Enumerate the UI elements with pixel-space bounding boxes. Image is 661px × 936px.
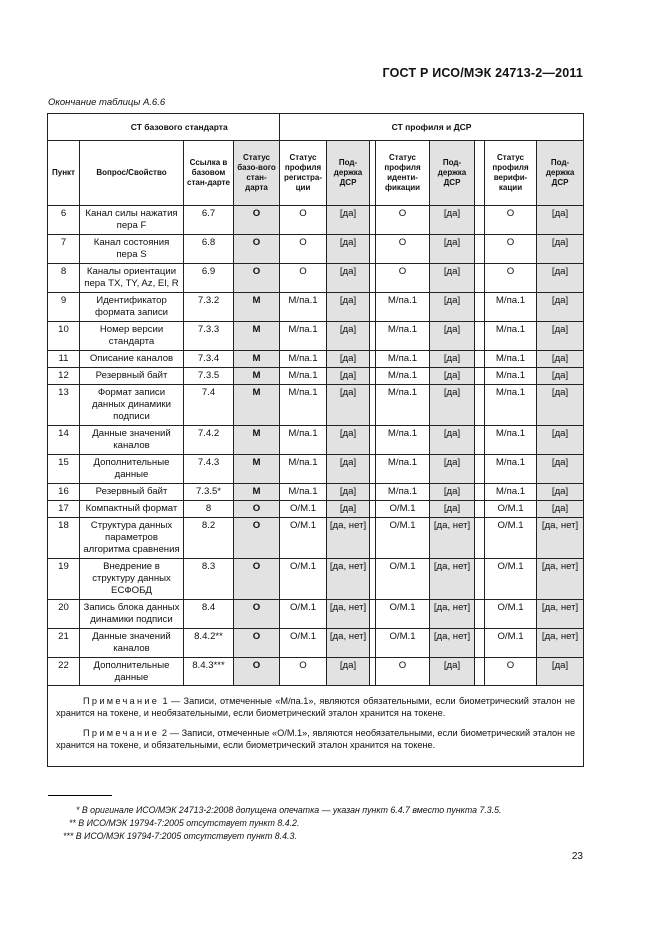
row-number: 22 (48, 657, 80, 686)
table-row (48, 500, 584, 517)
row-prof-dsr: [да] (327, 234, 370, 263)
row-question: Дополнительные данные (80, 657, 184, 686)
row-ident-status: O/M.1 (376, 628, 430, 657)
row-number: 8 (48, 263, 80, 292)
row-ident-status: O/M.1 (376, 599, 430, 628)
row-verif-dsr: [да] (537, 454, 584, 483)
row-ident-dsr: [да] (430, 384, 475, 425)
row-base-status: O (234, 657, 280, 686)
row-prof-status: O/M.1 (280, 558, 327, 599)
row-ident-status: O/M.1 (376, 558, 430, 599)
column-separator (475, 141, 485, 206)
column-separator (475, 628, 485, 657)
row-number: 7 (48, 234, 80, 263)
row-verif-status: M/па.1 (485, 321, 537, 350)
header-left-spacer (48, 114, 80, 141)
table-row (48, 483, 584, 500)
row-number: 10 (48, 321, 80, 350)
row-question: Данные значений каналов (80, 425, 184, 454)
column-separator (475, 263, 485, 292)
column-separator (475, 558, 485, 599)
row-prof-status: O/M.1 (280, 599, 327, 628)
row-verif-dsr: [да] (537, 483, 584, 500)
table-row (48, 206, 584, 235)
row-ident-dsr: [да] (430, 500, 475, 517)
row-ref: 8.4.2** (184, 628, 234, 657)
column-separator (475, 367, 485, 384)
row-prof-status: M/па.1 (280, 321, 327, 350)
table-row (48, 454, 584, 483)
row-ident-status: O (376, 263, 430, 292)
row-ident-dsr: [да] (430, 350, 475, 367)
row-number: 12 (48, 367, 80, 384)
row-ident-dsr: [да, нет] (430, 628, 475, 657)
table-row (48, 425, 584, 454)
table-row (48, 263, 584, 292)
row-verif-status: M/па.1 (485, 483, 537, 500)
row-base-status: O (234, 263, 280, 292)
row-verif-status: O/M.1 (485, 628, 537, 657)
row-verif-dsr: [да] (537, 350, 584, 367)
row-prof-status: M/па.1 (280, 483, 327, 500)
row-prof-dsr: [да] (327, 321, 370, 350)
row-ident-status: M/па.1 (376, 350, 430, 367)
col-header-ident-dsr: Под-держка ДСР (430, 141, 475, 206)
row-ref: 7.3.2 (184, 292, 234, 321)
row-question: Запись блока данных динамики подписи (80, 599, 184, 628)
row-number: 15 (48, 454, 80, 483)
column-separator (475, 500, 485, 517)
row-base-status: O (234, 558, 280, 599)
row-prof-dsr: [да] (327, 483, 370, 500)
row-base-status: M (234, 292, 280, 321)
row-base-status: M (234, 350, 280, 367)
table-row (48, 657, 584, 686)
row-prof-dsr: [да] (327, 384, 370, 425)
row-ident-dsr: [да] (430, 425, 475, 454)
row-ref: 7.4 (184, 384, 234, 425)
row-question: Канал состояния пера S (80, 234, 184, 263)
row-base-status: M (234, 384, 280, 425)
row-verif-dsr: [да] (537, 206, 584, 235)
row-prof-dsr: [да, нет] (327, 599, 370, 628)
row-prof-status: M/па.1 (280, 367, 327, 384)
row-ident-status: O (376, 234, 430, 263)
col-header-ref: Ссылка в базовом стан-дарте (184, 141, 234, 206)
row-number: 11 (48, 350, 80, 367)
row-prof-dsr: [да] (327, 263, 370, 292)
row-question: Канал силы нажатия пера F (80, 206, 184, 235)
row-prof-dsr: [да] (327, 425, 370, 454)
row-verif-status: O (485, 234, 537, 263)
row-ref: 7.3.3 (184, 321, 234, 350)
row-ident-status: M/па.1 (376, 292, 430, 321)
row-question: Каналы ориентации пера TX, TY, Az, El, R (80, 263, 184, 292)
row-prof-dsr: [да, нет] (327, 517, 370, 558)
row-prof-dsr: [да] (327, 350, 370, 367)
row-verif-dsr: [да, нет] (537, 599, 584, 628)
row-number: 13 (48, 384, 80, 425)
row-base-status: O (234, 517, 280, 558)
row-prof-status: M/па.1 (280, 384, 327, 425)
row-verif-status: O/M.1 (485, 517, 537, 558)
column-separator (475, 425, 485, 454)
row-verif-dsr: [да] (537, 384, 584, 425)
row-ident-status: M/па.1 (376, 384, 430, 425)
row-ident-dsr: [да] (430, 321, 475, 350)
row-base-status: O (234, 206, 280, 235)
row-prof-dsr: [да] (327, 657, 370, 686)
table-caption: Окончание таблицы А.6.6 (48, 97, 166, 108)
row-question: Идентификатор формата записи (80, 292, 184, 321)
row-ident-status: M/па.1 (376, 367, 430, 384)
note-2-label: Примечание (83, 728, 160, 739)
row-verif-status: M/па.1 (485, 384, 537, 425)
row-verif-dsr: [да] (537, 425, 584, 454)
row-ref: 6.7 (184, 206, 234, 235)
row-prof-status: M/па.1 (280, 454, 327, 483)
row-verif-status: M/па.1 (485, 292, 537, 321)
row-ident-status: M/па.1 (376, 425, 430, 454)
row-base-status: M (234, 321, 280, 350)
column-separator (475, 321, 485, 350)
row-prof-dsr: [да] (327, 500, 370, 517)
row-ident-dsr: [да] (430, 234, 475, 263)
row-prof-status: M/па.1 (280, 350, 327, 367)
table-row (48, 384, 584, 425)
row-ident-dsr: [да] (430, 292, 475, 321)
row-ident-dsr: [да] (430, 483, 475, 500)
row-verif-dsr: [да] (537, 292, 584, 321)
row-base-status: O (234, 628, 280, 657)
row-ident-dsr: [да, нет] (430, 558, 475, 599)
footnote-2: ** В ИСО/МЭК 19794-7:2005 отсутствует пункт 8.4.2. (69, 818, 300, 828)
row-verif-status: M/па.1 (485, 350, 537, 367)
row-ident-status: M/па.1 (376, 321, 430, 350)
row-ref: 7.3.5* (184, 483, 234, 500)
row-ref: 7.4.2 (184, 425, 234, 454)
row-ident-dsr: [да] (430, 367, 475, 384)
row-verif-dsr: [да, нет] (537, 628, 584, 657)
page-number: 23 (571, 851, 583, 862)
col-header-status: Статус базо-вого стан-дарта (234, 141, 280, 206)
row-verif-status: M/па.1 (485, 367, 537, 384)
row-number: 20 (48, 599, 80, 628)
row-question: Резервный байт (80, 367, 184, 384)
row-prof-dsr: [да, нет] (327, 558, 370, 599)
table-row (48, 321, 584, 350)
row-verif-dsr: [да, нет] (537, 517, 584, 558)
column-separator (475, 384, 485, 425)
col-header-num: Пункт (48, 141, 80, 206)
row-prof-status: O/M.1 (280, 628, 327, 657)
row-base-status: M (234, 425, 280, 454)
table-row (48, 628, 584, 657)
row-question: Описание каналов (80, 350, 184, 367)
row-question: Дополнительные данные (80, 454, 184, 483)
row-verif-status: M/па.1 (485, 425, 537, 454)
footnote-1: * В оригинале ИСО/МЭК 24713-2:2008 допущена опечатка — указан пункт 6.4.7 вместо пункта 7.3.5. (76, 805, 502, 815)
column-separator (475, 483, 485, 500)
row-number: 19 (48, 558, 80, 599)
row-ident-dsr: [да, нет] (430, 517, 475, 558)
note-1-text: 1 — Записи, отмеченные «M/па.1», являются обязательными, если биометрический эталон не хранится на токене, и необязательными, если биометрический эталон хранится на токене. (56, 696, 576, 718)
row-question: Номер версии стандарта (80, 321, 184, 350)
row-number: 17 (48, 500, 80, 517)
column-separator (475, 234, 485, 263)
row-base-status: M (234, 483, 280, 500)
row-prof-dsr: [да, нет] (327, 628, 370, 657)
table-row (48, 350, 584, 367)
table-row (48, 558, 584, 599)
row-ref: 7.4.3 (184, 454, 234, 483)
row-verif-status: O (485, 263, 537, 292)
column-separator (475, 206, 485, 235)
row-ref: 8.3 (184, 558, 234, 599)
note-1-label: Примечание (83, 696, 160, 707)
row-prof-status: M/па.1 (280, 292, 327, 321)
row-prof-status: O (280, 263, 327, 292)
row-prof-dsr: [да] (327, 367, 370, 384)
row-ident-status: O/M.1 (376, 500, 430, 517)
row-ident-dsr: [да] (430, 263, 475, 292)
row-ident-status: M/па.1 (376, 454, 430, 483)
table-notes (48, 686, 584, 767)
row-verif-dsr: [да] (537, 657, 584, 686)
row-prof-dsr: [да] (327, 206, 370, 235)
row-ref: 7.3.5 (184, 367, 234, 384)
col-header-verif-dsr: Под-держка ДСР (537, 141, 584, 206)
row-base-status: M (234, 454, 280, 483)
row-number: 18 (48, 517, 80, 558)
footnote-divider (48, 795, 112, 796)
row-ref: 8.4 (184, 599, 234, 628)
table-row (48, 517, 584, 558)
document-id: ГОСТ Р ИСО/МЭК 24713-2—2011 (382, 66, 583, 80)
row-ref: 7.3.4 (184, 350, 234, 367)
note-1 (56, 696, 575, 719)
row-base-status: M (234, 367, 280, 384)
note-2-text: 2 — Записи, отмеченные «O/M.1», являются необязательными, если биометрический эталон не хранится на токене, и обязательными, если биометрический эталон хранится на токене. (56, 728, 576, 750)
col-header-ident-status: Статус профиля иденти-фикации (376, 141, 430, 206)
row-ref: 8.2 (184, 517, 234, 558)
col-header-verif-status: Статус профиля верифи-кации (485, 141, 537, 206)
row-number: 9 (48, 292, 80, 321)
row-number: 21 (48, 628, 80, 657)
table-row (48, 367, 584, 384)
col-header-prof-dsr: Под-держка ДСР (327, 141, 370, 206)
row-ident-status: O (376, 206, 430, 235)
row-ident-dsr: [да] (430, 454, 475, 483)
row-base-status: O (234, 500, 280, 517)
row-verif-status: O (485, 206, 537, 235)
row-ident-dsr: [да] (430, 206, 475, 235)
row-ref: 8.4.3*** (184, 657, 234, 686)
row-question: Резервный байт (80, 483, 184, 500)
row-prof-dsr: [да] (327, 454, 370, 483)
row-question: Компактный формат (80, 500, 184, 517)
row-prof-status: O (280, 206, 327, 235)
row-ref: 8 (184, 500, 234, 517)
row-question: Формат записи данных динамики подписи (80, 384, 184, 425)
row-verif-dsr: [да] (537, 321, 584, 350)
row-ident-status: O/M.1 (376, 517, 430, 558)
row-ref: 6.9 (184, 263, 234, 292)
row-verif-dsr: [да, нет] (537, 558, 584, 599)
column-separator (475, 657, 485, 686)
note-2 (56, 728, 575, 751)
column-separator (475, 454, 485, 483)
col-header-prof-status: Статус профиля регистра-ции (280, 141, 327, 206)
column-separator (475, 517, 485, 558)
row-base-status: O (234, 599, 280, 628)
row-verif-dsr: [да] (537, 500, 584, 517)
row-number: 6 (48, 206, 80, 235)
row-ident-status: M/па.1 (376, 483, 430, 500)
row-prof-status: O/M.1 (280, 500, 327, 517)
row-verif-status: O/M.1 (485, 599, 537, 628)
row-question: Внедрение в структуру данных ЕСФОБД (80, 558, 184, 599)
row-prof-status: O (280, 234, 327, 263)
row-prof-status: O/M.1 (280, 517, 327, 558)
row-ident-status: O (376, 657, 430, 686)
row-ref: 6.8 (184, 234, 234, 263)
row-verif-status: O (485, 657, 537, 686)
row-prof-status: M/па.1 (280, 425, 327, 454)
row-prof-dsr: [да] (327, 292, 370, 321)
row-ident-dsr: [да] (430, 657, 475, 686)
row-verif-dsr: [да] (537, 234, 584, 263)
group-header-profile: СТ профиля и ДСР (280, 114, 584, 141)
row-verif-status: O/M.1 (485, 558, 537, 599)
row-verif-status: O/M.1 (485, 500, 537, 517)
row-verif-dsr: [да] (537, 367, 584, 384)
column-separator (475, 292, 485, 321)
row-number: 14 (48, 425, 80, 454)
row-verif-dsr: [да] (537, 263, 584, 292)
table-row (48, 292, 584, 321)
row-question: Структура данных параметров алгоритма сравнения (80, 517, 184, 558)
footnote-3: *** В ИСО/МЭК 19794-7:2005 отсутствует пункт 8.4.3. (63, 831, 297, 841)
row-question: Данные значений каналов (80, 628, 184, 657)
column-separator (475, 350, 485, 367)
group-header-base: СТ базового стандарта (80, 114, 280, 141)
table-row (48, 599, 584, 628)
column-separator (475, 599, 485, 628)
row-prof-status: O (280, 657, 327, 686)
row-number: 16 (48, 483, 80, 500)
table-row (48, 234, 584, 263)
col-header-question: Вопрос/Свойство (80, 141, 184, 206)
requirements-table (47, 113, 584, 767)
row-base-status: O (234, 234, 280, 263)
row-verif-status: M/па.1 (485, 454, 537, 483)
row-ident-dsr: [да, нет] (430, 599, 475, 628)
